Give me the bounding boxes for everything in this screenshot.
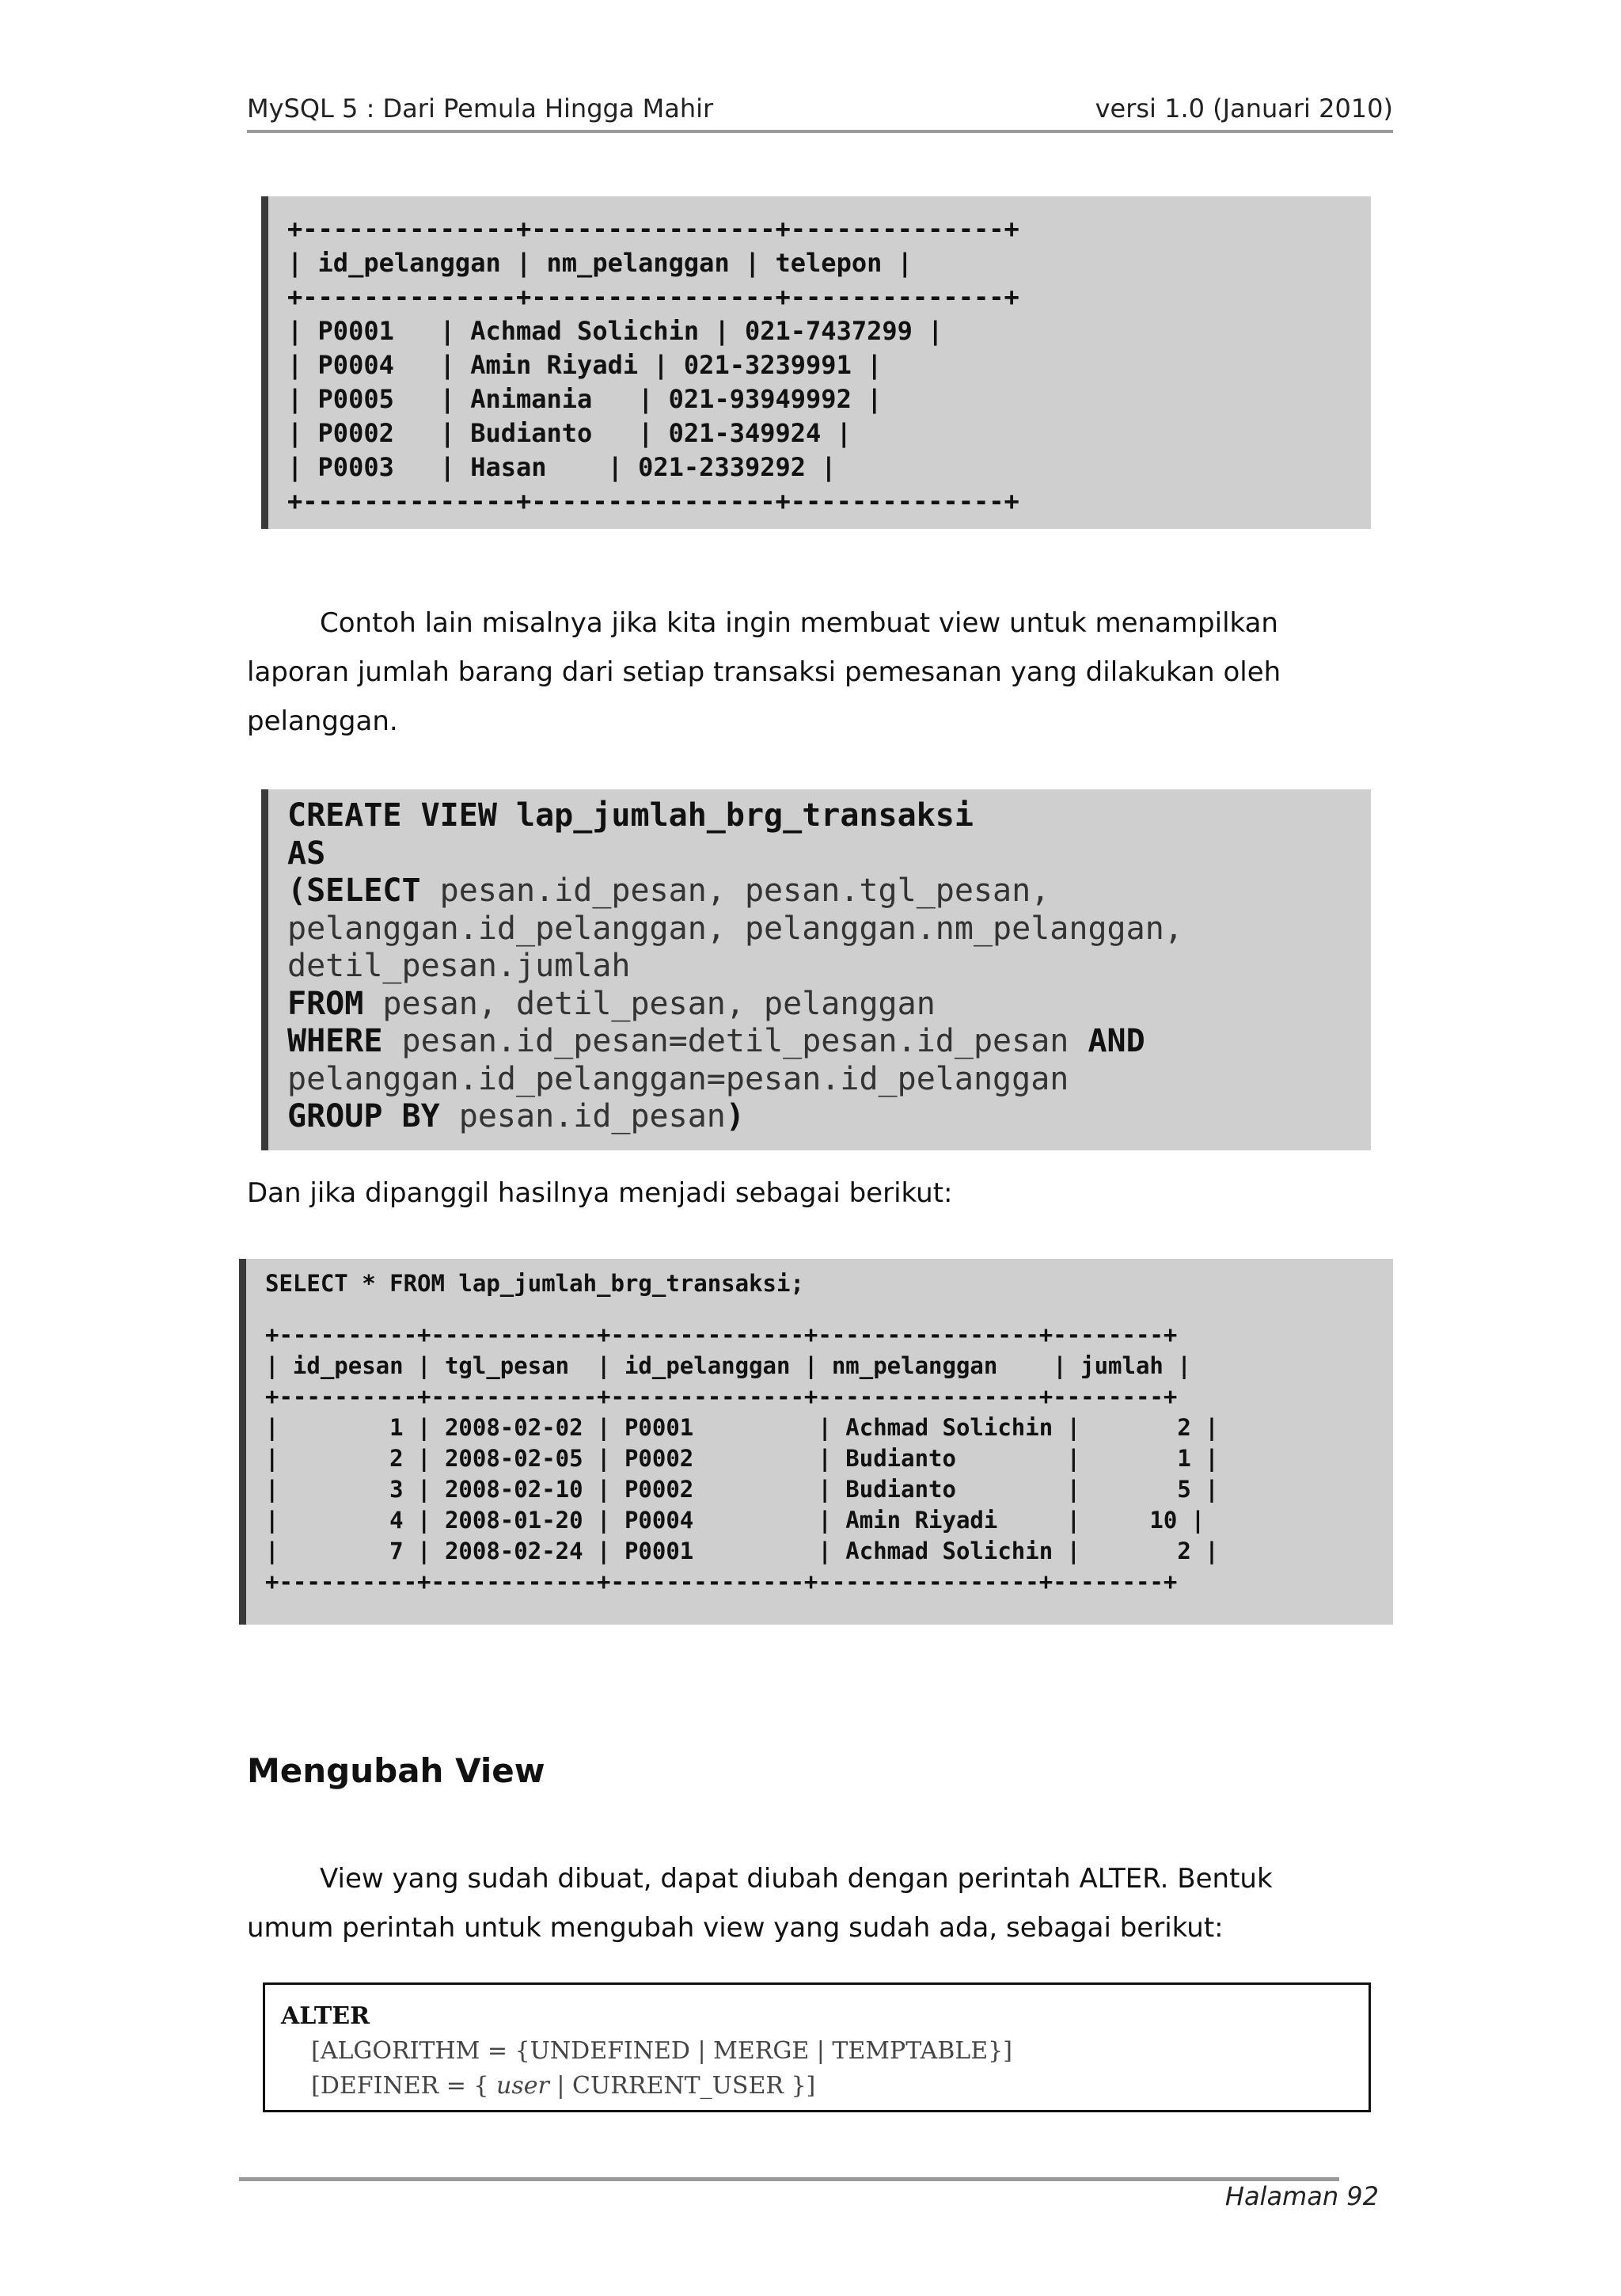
view-query-output (239, 1259, 1393, 1625)
code-line: | id_pesan | tgl_pesan | id_pelanggan | nm_pelanggan | jumlah | (265, 1352, 1191, 1379)
code-line (287, 835, 1371, 873)
sql-keyword: ALTER (281, 2002, 370, 2030)
code-line: pelanggan.id_pelanggan=pesan.id_pelanggan (287, 1060, 1069, 1097)
query-line: SELECT * FROM lap_jumlah_brg_transaksi; (265, 1270, 804, 1297)
close-paren: ) (725, 1098, 745, 1135)
code-line (287, 1023, 1371, 1061)
code-line: [ALGORITHM = {UNDEFINED | MERGE | TEMPTABLE}] (281, 2037, 1012, 2065)
create-view-code (261, 789, 1371, 1150)
code-line: | P0003 | Hasan | 021-2339292 | (287, 452, 837, 482)
sql-keyword: CREATE VIEW (287, 797, 497, 834)
code-line: pelanggan.id_pelanggan, pelanggan.nm_pelanggan, (287, 910, 1183, 947)
code-text: pesan.id_pesan, pesan.tgl_pesan, (420, 872, 1050, 909)
sql-keyword: FROM (287, 985, 364, 1022)
page-header (247, 93, 1393, 133)
code-text: pesan, detil_pesan, pelanggan (363, 985, 936, 1022)
paragraph-result-intro (247, 1169, 1308, 1218)
code-line (287, 872, 1371, 910)
page-number: Halaman 92 (1224, 2181, 1379, 2211)
code-line: | 4 | 2008-01-20 | P0004 | Amin Riyadi | 10 | (265, 1507, 1205, 1534)
paragraph-text: Contoh lain misalnya jika kita ingin membuat view untuk menampilkan laporan jumlah barang dari setiap transaksi pemesanan yang dilakukan oleh pelanggan. (247, 607, 1281, 737)
sql-keyword: WHERE (287, 1023, 383, 1059)
code-line (287, 797, 1371, 835)
code-line (281, 1999, 1369, 2034)
code-line: | P0004 | Amin Riyadi | 021-3239991 | (287, 350, 883, 380)
sql-keyword: GROUP BY (287, 1098, 440, 1135)
code-line: | 2 | 2008-02-05 | P0002 | Budianto | 1 | (265, 1445, 1219, 1472)
paragraph-intro-view (247, 599, 1308, 746)
book-title: MySQL 5 : Dari Pemula Hingga Mahir (247, 93, 714, 124)
paragraph-text: View yang sudah dibuat, dapat diubah dengan perintah ALTER. Bentuk umum perintah untuk mengubah view yang sudah ada, sebagai berikut: (247, 1863, 1273, 1944)
alter-syntax-box (263, 1982, 1371, 2112)
code-line: | P0002 | Budianto | 021-349924 | (287, 418, 852, 448)
code-line (287, 986, 1371, 1024)
book-version: versi 1.0 (Januari 2010) (1095, 93, 1393, 124)
code-line: +----------+------------+--------------+----------------+--------+ (265, 1383, 1178, 1410)
code-placeholder: user (496, 2072, 549, 2100)
code-text: pesan.id_pesan=detil_pesan.id_pesan (382, 1023, 1088, 1059)
code-line: | 7 | 2008-02-24 | P0001 | Achmad Solichin | 2 | (265, 1538, 1219, 1564)
code-line: +--------------+----------------+--------------+ (287, 282, 1019, 312)
code-line: +----------+------------+--------------+----------------+--------+ (265, 1568, 1178, 1595)
code-line: | 1 | 2008-02-02 | P0001 | Achmad Solichin | 2 | (265, 1414, 1219, 1441)
code-line: +--------------+----------------+--------------+ (287, 486, 1019, 516)
code-line: detil_pesan.jumlah (287, 948, 631, 984)
code-line: | 3 | 2008-02-10 | P0002 | Budianto | 5 | (265, 1476, 1219, 1503)
code-line: | P0001 | Achmad Solichin | 021-7437299 | (287, 316, 943, 346)
code-line: +--------------+----------------+--------------+ (287, 214, 1019, 244)
section-heading: Mengubah View (247, 1751, 545, 1790)
code-text: pesan.id_pesan (439, 1098, 726, 1135)
footer-divider (239, 2177, 1339, 2181)
sql-keyword: AS (287, 834, 326, 872)
paragraph-text: Dan jika dipanggil hasilnya menjadi sebagai berikut: (247, 1177, 953, 1209)
sql-keyword: AND (1088, 1023, 1145, 1059)
paragraph-alter-intro (247, 1854, 1308, 1952)
code-line: +----------+------------+--------------+----------------+--------+ (265, 1321, 1178, 1348)
code-line: | P0005 | Animania | 021-93949992 | (287, 384, 883, 414)
code-line: | id_pelanggan | nm_pelanggan | telepon | (287, 248, 913, 278)
code-text: [DEFINER = { (281, 2072, 497, 2100)
view-name: lap_jumlah_brg_transaksi (496, 797, 974, 834)
code-line (287, 1098, 1371, 1136)
code-text: | CURRENT_USER }] (549, 2072, 816, 2100)
sql-keyword: (SELECT (287, 872, 421, 909)
code-line (281, 2069, 1369, 2104)
customer-table-output (261, 196, 1371, 529)
